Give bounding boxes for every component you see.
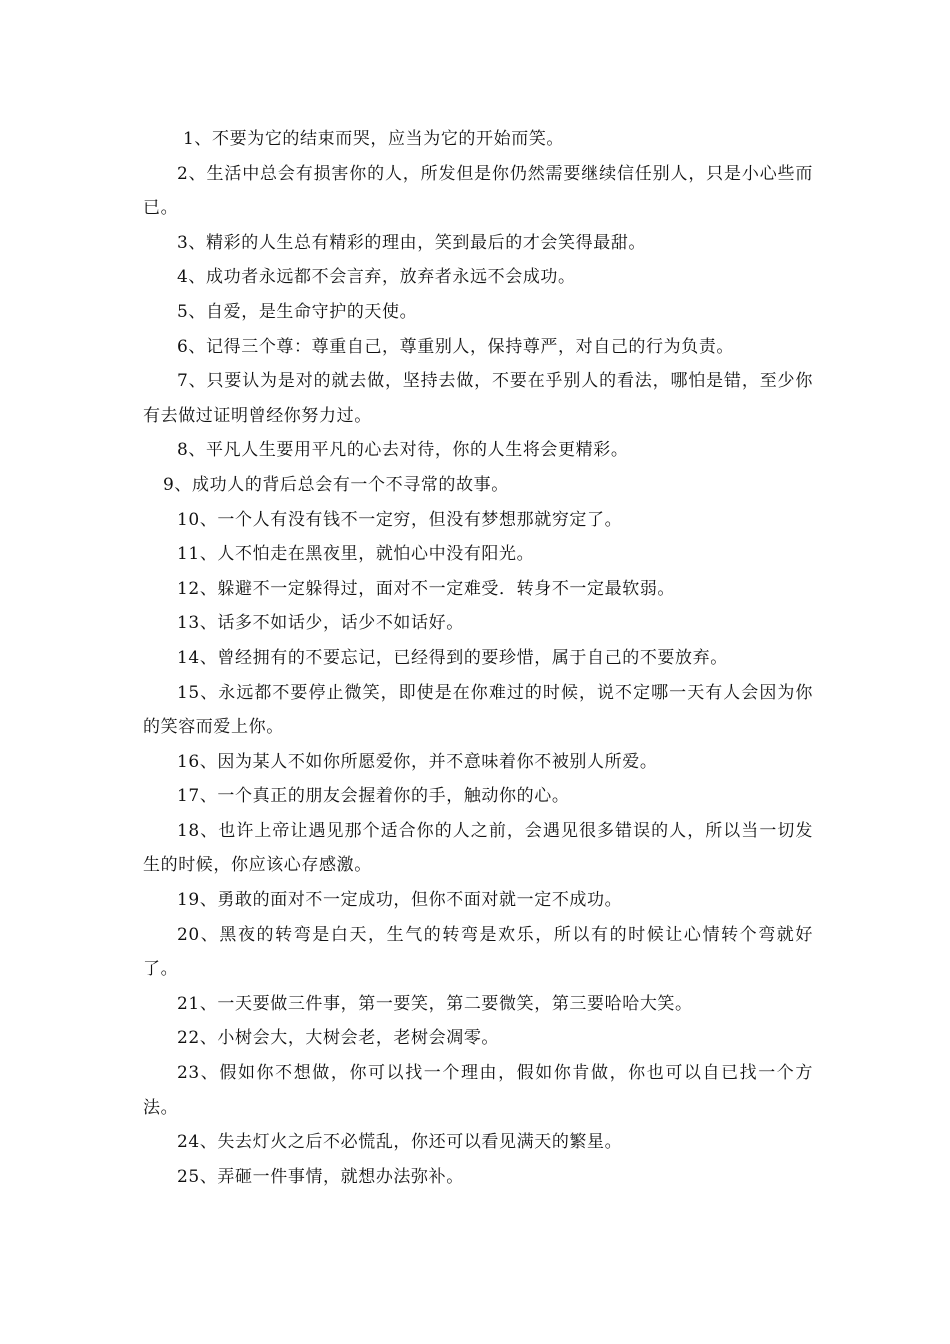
quote-paragraph-8: 8、平凡人生要用平凡的心去对待，你的人生将会更精彩。 [177,440,629,461]
quote-paragraph-4: 4、成功者永远都不会言弃，放弃者永远不会成功。 [177,267,576,288]
quote-paragraph-20: 20、黑夜的转弯是白天，生气的转弯是欢乐，所以有的时候让心情转个弯就好了。 [143,924,813,980]
quote-paragraph-15: 15、永远都不要停止微笑，即使是在你难过的时候，说不定哪一天有人会因为你的笑容而爱上你。 [143,682,813,738]
quote-paragraph-9: 9、成功人的背后总会有一个不寻常的故事。 [163,474,509,495]
quote-paragraph-21: 21、一天要做三件事，第一要笑，第二要微笑，第三要哈哈大笑。 [177,993,693,1014]
quote-paragraph-11: 11、人不怕走在黑夜里，就怕心中没有阳光。 [177,544,535,565]
quote-paragraph-12: 12、躲避不一定躲得过，面对不一定难受．转身不一定最软弱。 [177,578,676,599]
quote-paragraph-18: 18、也许上帝让遇见那个适合你的人之前，会遇见很多错误的人，所以当一切发生的时候，你应该心存感激。 [143,820,813,876]
quote-paragraph-1: 1、不要为它的结束而哭，应当为它的开始而笑。 [183,129,565,149]
quote-paragraph-17: 17、一个真正的朋友会握着你的手，触动你的心。 [177,786,570,807]
quote-paragraph-25: 25、弄砸一件事情，就想办法弥补。 [177,1166,464,1187]
quote-paragraph-6: 6、记得三个尊：尊重自己，尊重别人，保持尊严，对自己的行为负责。 [177,336,735,357]
quote-paragraph-23: 23、假如你不想做，你可以找一个理由，假如你肯做，你也可以自已找一个方法。 [143,1063,813,1118]
quote-paragraph-19: 19、勇敢的面对不一定成功，但你不面对就一定不成功。 [177,890,623,911]
document-body [143,122,813,1194]
quote-paragraph-13: 13、话多不如话少，话少不如话好。 [177,613,464,634]
quote-paragraph-10: 10、一个人有没有钱不一定穷，但没有梦想那就穷定了。 [177,509,623,530]
quote-paragraph-5: 5、自爱，是生命守护的天使。 [177,301,418,322]
quote-paragraph-14: 14、曾经拥有的不要忘记，已经得到的要珍惜，属于自己的不要放弃。 [177,647,728,668]
quote-paragraph-3: 3、精彩的人生总有精彩的理由，笑到最后的才会笑得最甜。 [177,232,647,253]
quote-paragraph-24: 24、失去灯火之后不必慌乱，你还可以看见满天的繁星。 [177,1132,623,1153]
quote-paragraph-16: 16、因为某人不如你所愿爱你，并不意味着你不被别人所爱。 [177,751,658,772]
quote-paragraph-22: 22、小树会大，大树会老，老树会凋零。 [177,1028,500,1049]
quote-paragraph-2: 2、生活中总会有损害你的人，所发但是你仍然需要继续信任别人，只是小心些而已。 [143,163,813,219]
quote-paragraph-7: 7、只要认为是对的就去做，坚持去做，不要在乎别人的看法，哪怕是错，至少你有去做过证明曾经你努力过。 [143,371,813,426]
